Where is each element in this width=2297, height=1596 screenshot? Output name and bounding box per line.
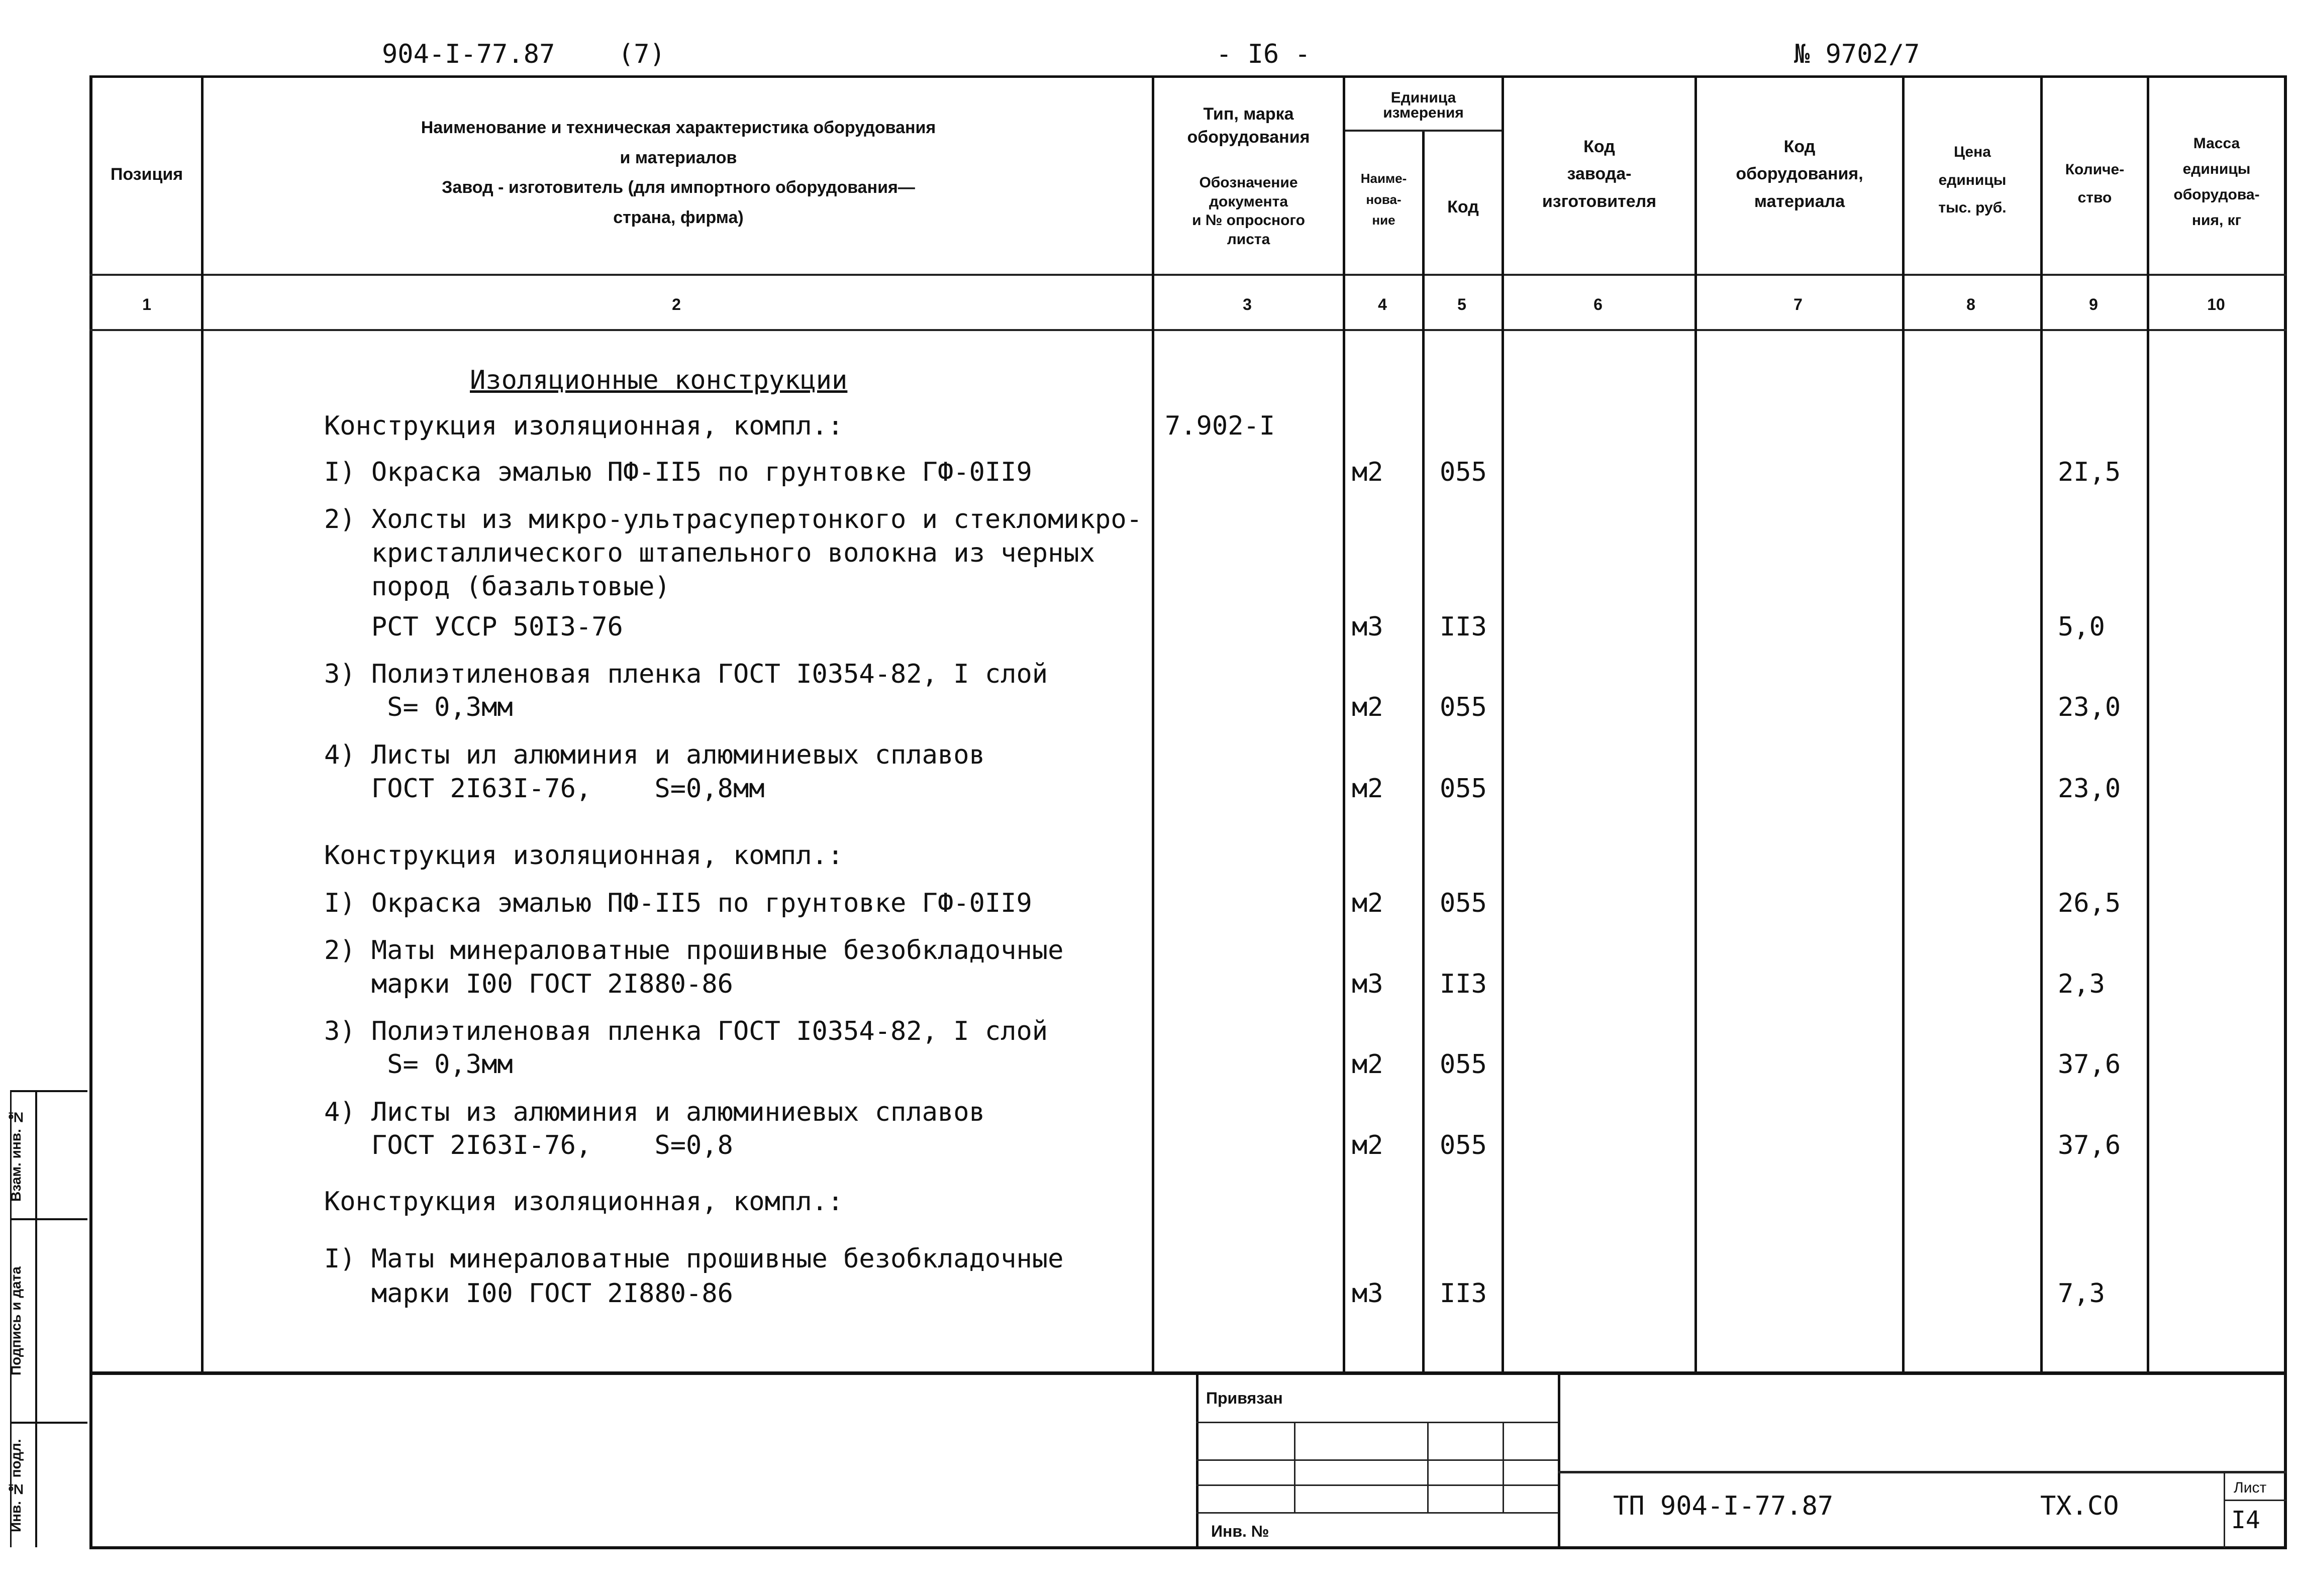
row-description: 4) Листы из алюминия и алюминиевых сплавов bbox=[324, 1097, 985, 1127]
frame-top-line bbox=[89, 75, 2286, 78]
col-line-7 bbox=[1902, 75, 1905, 1374]
sheet-number: I4 bbox=[2231, 1506, 2260, 1534]
c6-line: завода- bbox=[1567, 164, 1632, 184]
side-stamp-line-1 bbox=[10, 1090, 87, 1092]
c3a-line: Тип, марка bbox=[1203, 104, 1294, 124]
row-quantity: 2,3 bbox=[2058, 969, 2105, 999]
side-stamp-signature: Подпись и дата bbox=[8, 1266, 24, 1376]
col-line-2 bbox=[1152, 75, 1154, 1374]
stamp-grid-v1 bbox=[1294, 1422, 1295, 1512]
stamp-mid-line bbox=[1558, 1374, 1560, 1548]
frame-right-line bbox=[2284, 75, 2287, 1549]
row-unit-code: II3 bbox=[1440, 1279, 1487, 1309]
header-divider bbox=[89, 274, 2286, 276]
row-description: Конструкция изоляционная, компл.: bbox=[324, 1187, 844, 1217]
bound-label: Привязан bbox=[1206, 1389, 1283, 1407]
c9-line: ство bbox=[2077, 189, 2112, 206]
c6-line: Код bbox=[1583, 137, 1615, 156]
row-description: РСТ УССР 50I3-76 bbox=[324, 612, 623, 642]
sheet-box-line bbox=[2224, 1471, 2225, 1548]
table-bottom-line bbox=[89, 1371, 2286, 1375]
row-description: ГОСТ 2I63I-76, S=0,8мм bbox=[324, 774, 765, 804]
col-line-3 bbox=[1343, 75, 1345, 1374]
row-unit-code: 055 bbox=[1440, 1130, 1487, 1160]
row-unit: м2 bbox=[1352, 1130, 1383, 1160]
c4-line: ние bbox=[1372, 212, 1395, 228]
side-stamp-orig-inv: Инв. № подл. bbox=[8, 1439, 24, 1533]
col-line-5 bbox=[1502, 75, 1504, 1374]
doc-number: № 9702/7 bbox=[1794, 39, 1920, 69]
c10-line: единицы bbox=[2182, 161, 2251, 177]
column-number: 1 bbox=[142, 295, 151, 313]
col-header-doc bbox=[1154, 173, 1343, 249]
doc-code-header: 904-I-77.87 bbox=[382, 39, 555, 69]
c2-line: страна, фирма) bbox=[613, 207, 744, 227]
side-stamp-line-3 bbox=[10, 1422, 87, 1424]
stamp-left-line bbox=[1196, 1374, 1199, 1548]
row-unit: м2 bbox=[1352, 692, 1383, 722]
row-description: пород (базальтовые) bbox=[324, 572, 670, 602]
col-header-unit-code: Код bbox=[1447, 197, 1479, 217]
stamp-grid-h4 bbox=[1196, 1512, 1558, 1514]
c8-line: единицы bbox=[1938, 171, 2007, 188]
row-unit: м2 bbox=[1352, 888, 1383, 918]
row-doc-ref: 7.902-I bbox=[1165, 411, 1275, 441]
colnum-divider bbox=[89, 329, 2286, 331]
col-header-maker-code bbox=[1504, 133, 1694, 215]
section-title: Изоляционные конструкции bbox=[470, 365, 848, 395]
row-quantity: 2I,5 bbox=[2058, 457, 2121, 487]
row-unit: м2 bbox=[1352, 457, 1383, 487]
row-quantity: 23,0 bbox=[2058, 774, 2121, 804]
column-number: 7 bbox=[1793, 295, 1803, 313]
row-description: кристаллического штапельного волокна из черных bbox=[324, 538, 1095, 568]
row-description: I) Окраска эмалью ПФ-II5 по грунтовке ГФ-0II9 bbox=[324, 457, 1032, 487]
c10-line: ния, кг bbox=[2191, 212, 2242, 229]
c7-line: материала bbox=[1754, 191, 1845, 211]
c8-line: тыс. руб. bbox=[1938, 199, 2007, 216]
sheet-label: Лист bbox=[2234, 1479, 2267, 1496]
row-description: Конструкция изоляционная, компл.: bbox=[324, 411, 844, 441]
row-description: марки I00 ГОСТ 2I880-86 bbox=[324, 969, 733, 999]
c3a-line: оборудования bbox=[1187, 127, 1310, 147]
row-description: S= 0,3мм bbox=[324, 1049, 513, 1080]
col-line-9 bbox=[2147, 75, 2149, 1374]
col-line-1 bbox=[201, 75, 204, 1374]
row-description: 2) Холсты из микро-ультрасупертонкого и стекломикро- bbox=[324, 504, 1142, 535]
col-header-unit-name bbox=[1345, 168, 1422, 231]
c9-line: Количе- bbox=[2065, 161, 2125, 178]
col-header-name bbox=[206, 113, 1151, 233]
row-unit-code: 055 bbox=[1440, 1049, 1487, 1080]
row-description: марки I00 ГОСТ 2I880-86 bbox=[324, 1279, 733, 1309]
c3b-line: документа bbox=[1209, 193, 1288, 210]
column-number: 4 bbox=[1378, 295, 1387, 313]
c6-line: изготовителя bbox=[1542, 191, 1657, 211]
stamp-title-line bbox=[1558, 1471, 2286, 1473]
doc-paren-header: (7) bbox=[618, 39, 665, 69]
side-stamp-replace-inv: Взам. инв. № bbox=[8, 1109, 24, 1202]
row-unit: м3 bbox=[1352, 612, 1383, 642]
col-header-position: Позиция bbox=[110, 165, 183, 184]
col-header-unit-group bbox=[1345, 90, 1502, 121]
row-quantity: 37,6 bbox=[2058, 1130, 2121, 1160]
row-quantity: 37,6 bbox=[2058, 1049, 2121, 1080]
row-unit: м3 bbox=[1352, 1279, 1383, 1309]
row-quantity: 5,0 bbox=[2058, 612, 2105, 642]
row-unit-code: II3 bbox=[1440, 612, 1487, 642]
row-unit: м2 bbox=[1352, 774, 1383, 804]
row-unit-code: 055 bbox=[1440, 692, 1487, 722]
side-stamp-line-2 bbox=[10, 1218, 87, 1220]
row-unit-code: 055 bbox=[1440, 888, 1487, 918]
c3b-line: Обозначение bbox=[1199, 174, 1298, 191]
col-line-6 bbox=[1694, 75, 1697, 1374]
row-unit-code: 055 bbox=[1440, 774, 1487, 804]
sheet-box-divider bbox=[2224, 1500, 2286, 1501]
row-quantity: 23,0 bbox=[2058, 692, 2121, 722]
col-header-price bbox=[1905, 138, 2040, 222]
row-description: 3) Полиэтиленовая пленка ГОСТ I0354-82, I слой bbox=[324, 659, 1048, 689]
c4-line: Наиме- bbox=[1360, 171, 1407, 186]
c10-line: Масса bbox=[2193, 135, 2240, 152]
c3b-line: листа bbox=[1227, 231, 1270, 248]
row-unit: м2 bbox=[1352, 1049, 1383, 1080]
c8-line: Цена bbox=[1954, 144, 1991, 160]
col-line-4 bbox=[1422, 132, 1425, 1374]
row-description: ГОСТ 2I63I-76, S=0,8 bbox=[324, 1130, 733, 1160]
column-number: 2 bbox=[672, 295, 681, 313]
col-header-qty bbox=[2043, 156, 2147, 211]
c45-line: измерения bbox=[1383, 104, 1464, 121]
c4-line: нова- bbox=[1366, 191, 1402, 207]
frame-bottom-line bbox=[89, 1546, 2286, 1549]
row-description: S= 0,3мм bbox=[324, 692, 513, 722]
row-unit-code: 055 bbox=[1440, 457, 1487, 487]
c2-line: Завод - изготовитель (для импортного оборудования— bbox=[442, 178, 915, 197]
stamp-grid-v3 bbox=[1503, 1422, 1504, 1512]
c7-line: оборудования, bbox=[1736, 164, 1863, 184]
c45-line: Единица bbox=[1390, 89, 1456, 106]
frame-left-line bbox=[89, 75, 92, 1549]
row-unit: м3 bbox=[1352, 969, 1383, 999]
column-number: 3 bbox=[1243, 295, 1252, 313]
row-quantity: 26,5 bbox=[2058, 888, 2121, 918]
column-number: 5 bbox=[1457, 295, 1466, 313]
c2-line: Наименование и техническая характеристика оборудования bbox=[421, 118, 936, 137]
footer-doc-code: ТП 904-I-77.87 bbox=[1613, 1491, 1834, 1521]
c7-line: Код bbox=[1783, 137, 1816, 156]
row-description: Конструкция изоляционная, компл.: bbox=[324, 840, 844, 871]
row-description: I) Окраска эмалью ПФ-II5 по грунтовке ГФ-0II9 bbox=[324, 888, 1032, 918]
column-number: 6 bbox=[1593, 295, 1603, 313]
c2-line: и материалов bbox=[620, 148, 737, 167]
page-number: - I6 - bbox=[1216, 39, 1311, 69]
row-unit-code: II3 bbox=[1440, 969, 1487, 999]
row-description: 3) Полиэтиленовая пленка ГОСТ I0354-82, I слой bbox=[324, 1016, 1048, 1046]
col-line-8 bbox=[2040, 75, 2043, 1374]
inv-number-label: Инв. № bbox=[1211, 1522, 1269, 1540]
side-stamp-border-inner bbox=[35, 1090, 37, 1547]
col-header-mass bbox=[2149, 131, 2284, 233]
col-header-type bbox=[1154, 103, 1343, 149]
c10-line: оборудова- bbox=[2173, 186, 2260, 203]
col-header-material-code bbox=[1697, 133, 1902, 215]
column-number: 9 bbox=[2089, 295, 2098, 313]
row-description: 2) Маты минераловатные прошивные безобкладочные bbox=[324, 935, 1064, 966]
row-description: I) Маты минераловатные прошивные безобкладочные bbox=[324, 1244, 1064, 1274]
column-number: 10 bbox=[2207, 295, 2225, 313]
c3b-line: и № опросного bbox=[1192, 212, 1305, 229]
row-description: 4) Листы ил алюминия и алюминиевых сплавов bbox=[324, 740, 985, 770]
row-quantity: 7,3 bbox=[2058, 1279, 2105, 1309]
column-number: 8 bbox=[1966, 295, 1975, 313]
stamp-grid-v2 bbox=[1427, 1422, 1429, 1512]
footer-mark: ТХ.СО bbox=[2040, 1491, 2119, 1521]
